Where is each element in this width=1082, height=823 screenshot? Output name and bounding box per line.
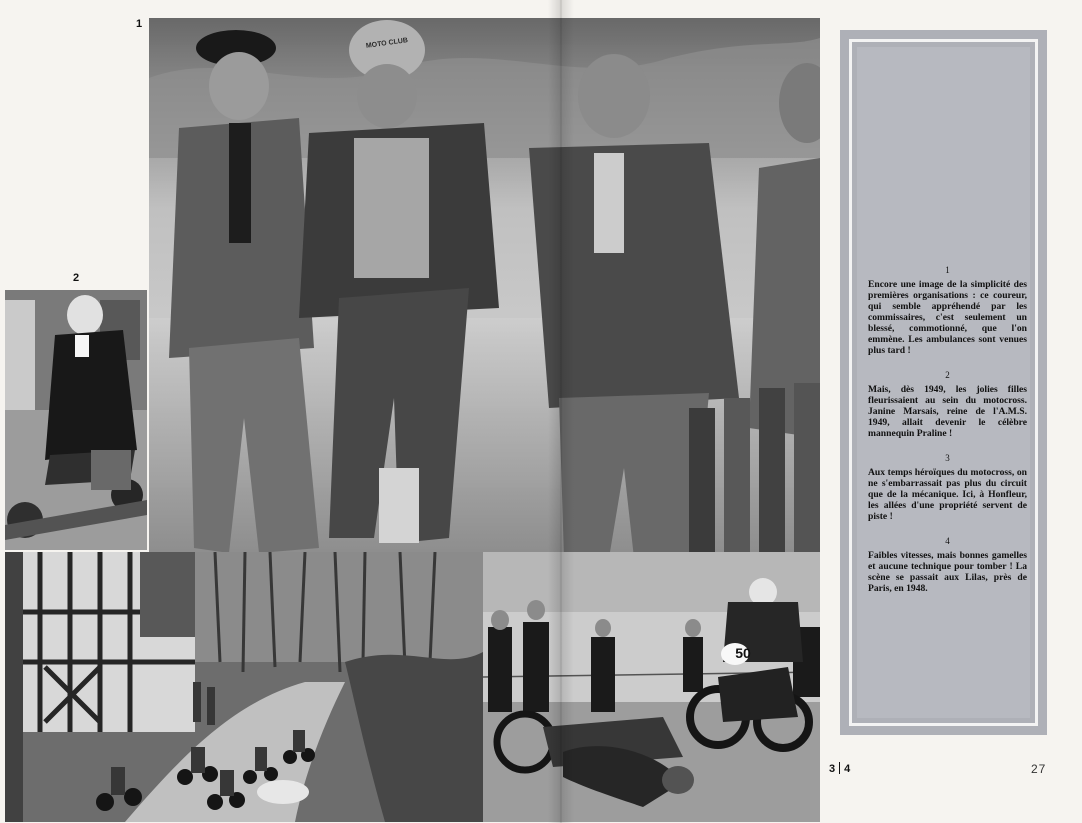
helmet-lettering: MOTO CLUB (365, 37, 409, 50)
photo-reference-3-4 (829, 762, 850, 775)
bike-number-plate: 50 (735, 645, 751, 661)
photo-honfleur-riders-estate (5, 552, 483, 822)
photo-reference-left: 3 (829, 763, 836, 775)
caption-number: 2 (945, 370, 950, 380)
caption-2 (868, 370, 1027, 439)
caption-number: 4 (945, 536, 950, 546)
caption-number: 1 (945, 265, 950, 275)
page-number: 27 (1031, 762, 1047, 776)
caption-text: Faibles vitesses, mais bonnes gamelles et aucune technique pour tomber ! La scène se passait aux Lilas, près de Paris, en 1948. (868, 550, 1027, 594)
photo-woman-on-scooter (5, 290, 147, 550)
caption-text: Aux temps héroïques du motocross, on ne s'embarrassait pas plus du circuit que de la mécanique. Ici, à Honfleur, les allées d'une propriété servent de piste ! (868, 467, 1027, 522)
caption-number: 3 (945, 453, 950, 463)
caption-panel (840, 30, 1047, 735)
caption-text: Mais, dès 1949, les jolies filles fleurissaient au sein du motocross. Janine Marsais, reine de l'A.M.S. 1949, allait devenir le célèbre mannequin Praline ! (868, 384, 1027, 439)
figure-number-1: 1 (136, 18, 143, 30)
caption-1 (868, 265, 1027, 356)
caption-list (868, 265, 1027, 608)
photo-rider-crash-lilas (483, 552, 820, 822)
photo-reference-divider (839, 762, 840, 774)
photo-officials-escorting-rider (149, 18, 820, 563)
figure-number-2: 2 (73, 272, 80, 284)
caption-4 (868, 536, 1027, 594)
caption-text: Encore une image de la simplicité des premières organisations : ce coureur, qui semble appréhendé par les commissaires, c'est seulement un blessé, commotionné, que l'on emmène. Les ambulances sont venues plus tard ! (868, 279, 1027, 356)
photo-reference-right: 4 (844, 763, 851, 775)
caption-3 (868, 453, 1027, 522)
